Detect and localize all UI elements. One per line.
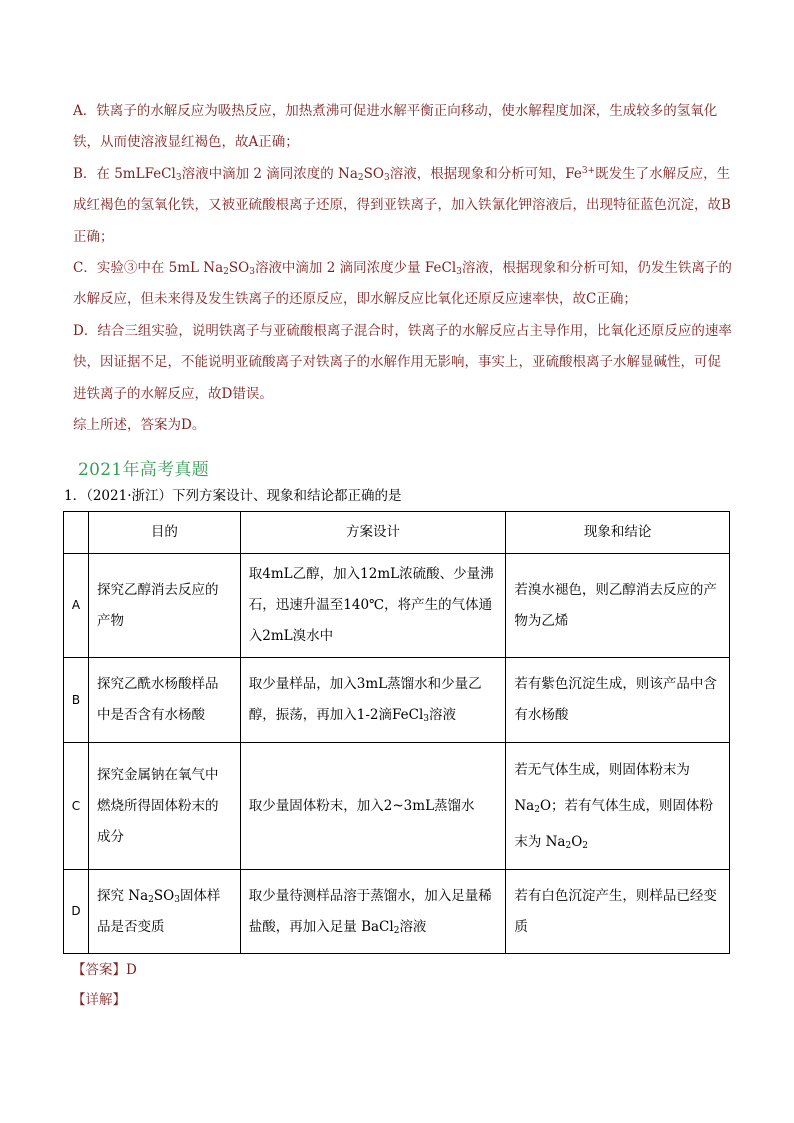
explanation-summary: 综上所述，答案为D。 bbox=[73, 417, 206, 434]
row-purpose: 探究乙醇消去反应的产物 bbox=[88, 554, 240, 658]
row-letter: A bbox=[64, 554, 89, 658]
row-letter: B bbox=[64, 658, 89, 743]
row-result: 若溴水褪色，则乙醇消去反应的产物为乙烯 bbox=[506, 554, 730, 658]
explanation-a: A．铁离子的水解反应为吸热反应，加热煮沸可促进水解平衡正向移动，使水解程度加深，生成较多的氢氧化铁，从而使溶液显红褐色，故A正确； bbox=[73, 103, 718, 151]
detail-label: 【详解】 bbox=[72, 992, 126, 1008]
section-title: 2021年高考真题 bbox=[78, 460, 209, 480]
row-purpose: 探究金属钠在氧气中燃烧所得固体粉末的成分 bbox=[88, 743, 240, 870]
row-purpose: 探究乙酰水杨酸样品中是否含有水杨酸 bbox=[88, 658, 240, 743]
row-letter: D bbox=[64, 870, 89, 954]
header-result: 现象和结论 bbox=[506, 512, 730, 554]
table-row bbox=[64, 554, 730, 658]
table-row bbox=[64, 743, 730, 870]
explanation-d: D．结合三组实验，说明铁离子与亚硫酸根离子混合时，铁离子的水解反应占主导作用，比氧化还原反应的速率快，因证据不足，不能说明亚硫酸离子对铁离子的水解作用无影响，事实上，亚硫酸根离子水解显碱性，可促进铁离子的水解反应，故D错误。 bbox=[73, 322, 732, 402]
header-design: 方案设计 bbox=[240, 512, 506, 554]
row-letter: C bbox=[64, 743, 89, 870]
row-design: 取少量固体粉末，加入2~3mL蒸馏水 bbox=[240, 743, 506, 870]
table-row bbox=[64, 658, 730, 743]
table-row bbox=[64, 870, 730, 954]
table-header-row bbox=[64, 512, 730, 554]
row-design: 取4mL乙醇，加入12mL浓硫酸、少量沸石，迅速升温至140℃，将产生的气体通入2mL溴水中 bbox=[240, 554, 506, 658]
explanation-block bbox=[73, 96, 733, 441]
header-purpose: 目的 bbox=[88, 512, 240, 554]
header-empty bbox=[64, 512, 89, 554]
row-purpose: 探究 $Na_2SO_3$固体样品是否变质 bbox=[88, 870, 240, 954]
row-design: 取少量待测样品溶于蒸馏水，加入足量稀盐酸，再加入足量 BaCl$_2$溶液 bbox=[240, 870, 506, 954]
row-result: 若有白色沉淀产生，则样品已经变质 bbox=[506, 870, 730, 954]
row-result: 若有紫色沉淀生成，则该产品中含有水杨酸 bbox=[506, 658, 730, 743]
explanation-b: B．在 5mLFeCl$_3$溶液中滴加 2 滴同浓度的 $Na_2SO_3$溶液，根据现象和分析可知，$Fe^{3+}$既发生了水解反应，生成红褐色的氢氧化铁，又被亚硫酸根离子还原，得到亚铁离子，加入铁氰化钾溶液后，出现特征蓝色沉淀，故B正确； bbox=[73, 165, 731, 245]
question-table bbox=[63, 511, 730, 954]
row-result: 若无气体生成，则固体粉末为 $Na_2O$；若有气体生成，则固体粉末为 $Na_2O_2$ bbox=[506, 743, 730, 870]
explanation-c: C．实验③中在 5mL $Na_2SO_3$溶液中滴加 2 滴同浓度少量 FeCl$_3$溶液，根据现象和分析可知，仍发生铁离子的水解反应，但未来得及发生铁离子的还原反应，即水解反应比氧化还原反应速率快，故C正确； bbox=[73, 260, 732, 308]
row-design: 取少量样品，加入3mL蒸馏水和少量乙醇，振荡，再加入1-2滴FeCl$_3$溶液 bbox=[240, 658, 506, 743]
answer-label: 【答案】D bbox=[72, 962, 137, 978]
question-stem: 1．（2021·浙江）下列方案设计、现象和结论都正确的是 bbox=[64, 488, 402, 504]
